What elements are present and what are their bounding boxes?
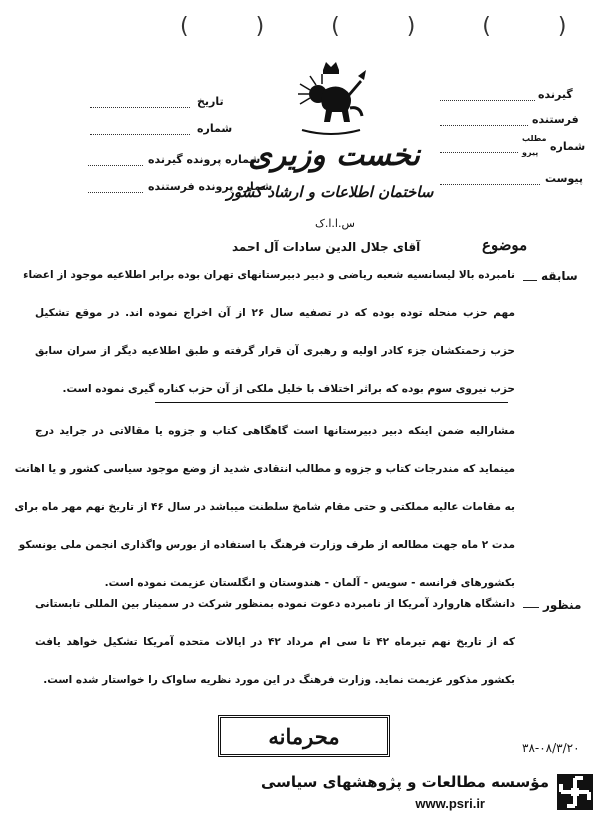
number-label-left: شماره <box>197 122 233 135</box>
paragraph-line: مهم حزب منحله توده بوده که در تصفیه سال ۲۶ از آن اخراج نموده اند. در موقع تشکیل <box>35 307 515 319</box>
institute-logo-icon <box>557 774 593 810</box>
receiver-file-dots <box>88 165 143 166</box>
purpose-label-dash <box>523 607 539 608</box>
paragraph-line: دانشگاه هاروارد آمریکا از نامبرده دعوت نموده بمنظور شرکت در سمینار بین المللی تابستانی <box>35 598 515 610</box>
subject-text: آقای جلال الدین سادات آل احمد <box>232 240 421 254</box>
purpose-label: منظور <box>543 598 582 612</box>
number-dots-right <box>440 152 518 153</box>
corner-marks: ( ) ( ) ( ) <box>180 14 597 39</box>
receiver-dots <box>440 100 535 101</box>
details-paragraph <box>14 412 515 602</box>
office-subtitle: ساختمان اطلاعات و ارشاد کشور <box>226 183 434 201</box>
background-paragraph <box>23 256 515 408</box>
receiver-file-label: شماره پرونده گیرنده <box>148 153 261 166</box>
paragraph-line: بکشورهای فرانسه - سویس - آلمان - هندوستان و انگلستان عزیمت نموده است. <box>104 577 515 589</box>
receiver-label: گیرنده <box>538 88 573 101</box>
attachment-dots <box>440 184 540 185</box>
sender-dots <box>440 125 528 126</box>
handwritten-underline <box>155 402 508 403</box>
confidential-stamp: محرمانه <box>218 715 390 757</box>
document-number: ۳۸-۰۸/۳/۲۰ <box>522 741 580 755</box>
attachment-label: پیوست <box>545 172 583 185</box>
lion-and-sun-emblem <box>288 60 374 138</box>
paragraph-line: به مقامات عالیه مملکتی و حتی مقام شامخ سلطنت میباشد در سال ۴۶ از تاریخ نهم مهر ماه برای <box>14 501 515 513</box>
date-dots <box>90 107 190 108</box>
office-title: نخست وزیری <box>248 138 420 173</box>
number-sub-label-1: مطلب <box>522 134 547 143</box>
sender-file-label: شماره پرونده فرستنده <box>148 180 273 193</box>
purpose-paragraph <box>35 585 515 699</box>
institute-url[interactable]: www.psri.ir <box>415 796 485 811</box>
source-watermark <box>260 770 597 818</box>
paragraph-line: حزب زحمتکشان جزء کادر اولیه و رهبری آن قرار گرفته و طبق اطلاعیه دیگر از سران سابق <box>35 345 515 357</box>
paragraph-line: بکشور مذکور عزیمت نماید. وزارت فرهنگ در این مورد نظریه ساواک را خواستار شده است. <box>43 674 515 686</box>
institute-name: مؤسسه مطالعات و پژوهشهای سیاسی <box>260 773 549 791</box>
paragraph-line: نامبرده بالا لیسانسیه شعبه ریاضی و دبیر دبیرستانهای تهران بوده برابر اطلاعیه موجود از اعضاء <box>23 269 515 281</box>
background-label: سابقه <box>541 269 578 283</box>
reference-code: س.ا.ا.ک <box>315 217 355 230</box>
number-sub-label-2: پیرو <box>522 148 539 157</box>
sender-file-dots <box>88 192 143 193</box>
background-label-dash <box>523 280 537 281</box>
paragraph-line: که از تاریخ نهم تیرماه ۴۲ تا سی ام مرداد ۴۲ در ایالات متحده آمریکا تشکیل خواهد یافت <box>35 636 515 648</box>
number-label-right: شماره <box>550 140 586 153</box>
paragraph-line: مشارالیه ضمن اینکه دبیر دبیرستانها است گاهگاهی کتاب و جزوه یا مقالاتی در جراید درج <box>35 425 515 437</box>
subject-label: موضوع <box>482 236 528 254</box>
paragraph-line: حزب نیروی سوم بوده که براثر اختلاف با خلیل ملکی از آن حزب کناره گیری نموده است. <box>62 383 515 395</box>
paragraph-line: مدت ۲ ماه جهت مطالعه از طرف وزارت فرهنگ با استفاده از بورس واگذاری انجمن ملی یونسکو <box>18 539 515 551</box>
date-label: تاریخ <box>197 95 224 108</box>
number-dots-left <box>90 134 190 135</box>
sender-label: فرستنده <box>532 113 579 126</box>
paragraph-line: مینماید که مندرجات کتاب و جزوه و مطالب انتقادی شدید از وضع موجود سیاسی کشور و یا اهانت <box>14 463 515 475</box>
